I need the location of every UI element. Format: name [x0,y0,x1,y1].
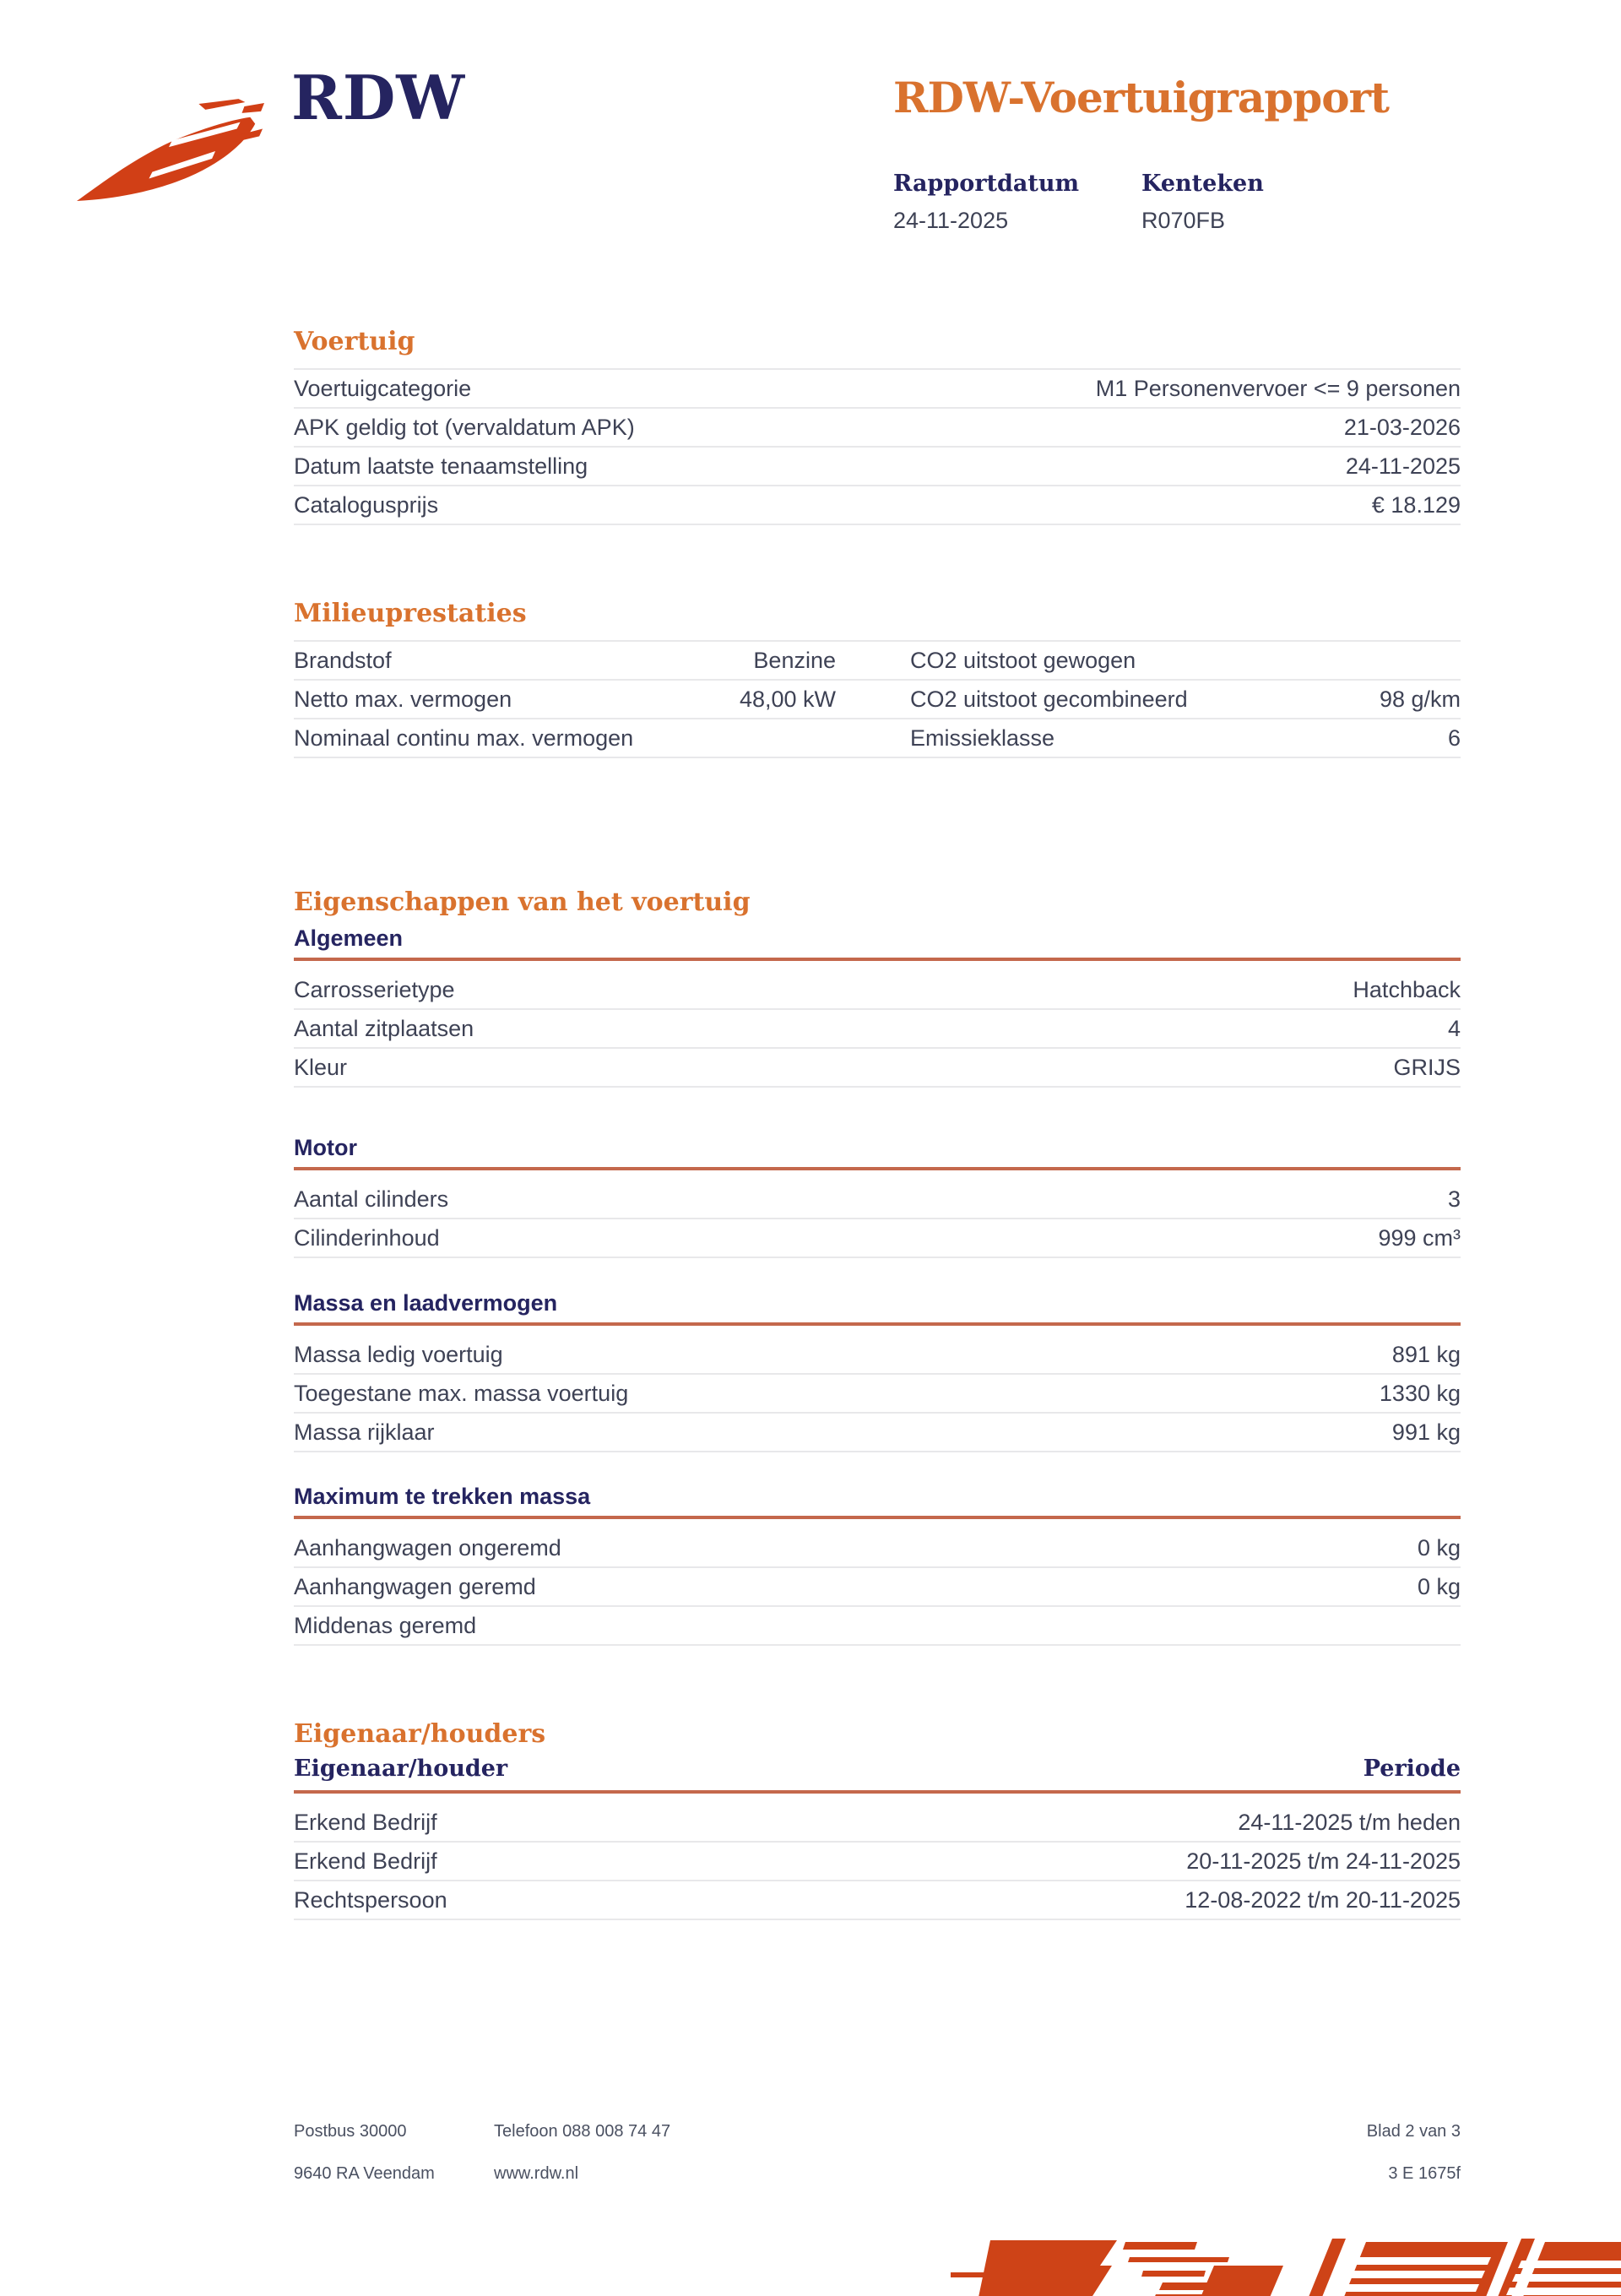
row-label-right: CO2 uitstoot gecombineerd [910,687,1188,712]
rdw-flag-graphic-icon [951,2223,1621,2296]
subsection-algemeen [294,925,1461,1088]
row-label: Cilinderinhoud [294,1225,440,1251]
table-row [294,409,1461,448]
row-label: Aanhangwagen ongeremd [294,1535,561,1561]
report-date-label: Rapportdatum [893,171,1080,197]
row-value-left: 48,00 kW [739,687,836,712]
row-value: M1 Personenvervoer <= 9 personen [1095,376,1461,401]
owner-period: 24-11-2025 t/m heden [1238,1810,1461,1835]
row-value: 999 cm³ [1378,1225,1461,1251]
row-label-left: Netto max. vermogen [294,687,512,712]
table-row [294,1049,1461,1088]
rdw-feather-logo-icon [74,98,265,208]
row-label-right: Emissieklasse [910,725,1055,751]
column-gap [836,648,910,674]
owner-period: 12-08-2022 t/m 20-11-2025 [1185,1887,1461,1913]
row-label: Middenas geremd [294,1613,477,1638]
row-label: Datum laatste tenaamstelling [294,453,588,479]
row-value: 24-11-2025 [1345,453,1461,479]
subsection-title-motor: Motor [294,1135,357,1160]
footer-line-1 [294,2121,1461,2141]
row-value: 1330 kg [1379,1381,1461,1406]
row-label: Carrosserietype [294,977,455,1002]
row-label: Voertuigcategorie [294,376,472,401]
footer-address-line2: 9640 RA Veendam [294,2164,435,2183]
orange-rule [294,958,1461,961]
milieu-table [294,640,1461,758]
table-row [294,1607,1461,1646]
table-row [294,1181,1461,1219]
motor-table [294,1181,1461,1258]
section-eigenschappen [294,888,1461,1646]
orange-rule [294,1167,1461,1170]
orange-rule [294,1516,1461,1519]
rdw-logo-text: RDW [291,62,466,133]
owner-type: Rechtspersoon [294,1887,447,1913]
row-value: 21-03-2026 [1343,415,1461,440]
owner-table-header [294,1756,1461,1790]
license-plate-value: R070FB [1141,208,1226,233]
table-row [294,642,1461,681]
page-footer [294,2121,1461,2184]
subsection-title-massa: Massa en laadvermogen [294,1290,558,1316]
footer-doc-code: 3 E 1675f [1388,2164,1461,2183]
table-row [294,1804,1461,1843]
row-value-right [1273,648,1461,674]
footer-website: www.rdw.nl [494,2164,579,2183]
period-column-header: Periode [1363,1756,1461,1782]
row-label-left: Brandstof [294,648,392,673]
footer-address-line1: Postbus 30000 [294,2122,407,2141]
report-content [294,0,1461,2184]
row-label: Kleur [294,1055,348,1080]
table-row [294,1529,1461,1568]
footer-phone: Telefoon 088 008 74 47 [494,2122,671,2141]
table-row [294,1568,1461,1607]
row-value: Hatchback [1353,977,1461,1002]
owner-period: 20-11-2025 t/m 24-11-2025 [1186,1848,1461,1874]
table-row [294,486,1461,525]
table-row [294,1375,1461,1414]
row-value-right: 98 g/km [1379,687,1461,712]
row-label: APK geldig tot (vervaldatum APK) [294,415,635,440]
footer-line-2 [294,2163,1461,2184]
row-value-right: 6 [1447,725,1461,751]
table-row [294,1881,1461,1920]
table-row [294,370,1461,409]
row-label: Aantal cilinders [294,1186,449,1212]
orange-rule [294,1322,1461,1326]
row-value: 0 kg [1417,1535,1461,1561]
section-title-eigenschappen: Eigenschappen van het voertuig [294,887,751,917]
algemeen-table [294,971,1461,1088]
table-row [294,719,1461,758]
row-value: € 18.129 [1371,492,1461,518]
massa-table [294,1336,1461,1452]
section-title-milieuprestaties: Milieuprestaties [294,599,527,628]
owner-type: Erkend Bedrijf [294,1848,437,1874]
section-eigenaar-houders [294,1720,1461,1920]
row-value: GRIJS [1393,1055,1461,1080]
table-row [294,971,1461,1010]
table-row [294,1414,1461,1452]
footer-page-indicator: Blad 2 van 3 [1366,2122,1461,2141]
subsection-massa-en-laadvermogen [294,1290,1461,1452]
license-plate-label: Kenteken [1141,171,1264,197]
column-gap [836,725,910,752]
column-gap [836,687,910,713]
subsection-motor [294,1135,1461,1258]
row-value: 991 kg [1391,1419,1461,1445]
row-label-right: CO2 uitstoot gewogen [910,648,1136,673]
orange-rule [294,1790,1461,1794]
row-value: 3 [1447,1186,1461,1212]
eigenaar-table [294,1804,1461,1920]
table-row [294,1336,1461,1375]
row-label: Catalogusprijs [294,492,439,518]
owner-column-header: Eigenaar/houder [294,1756,508,1782]
row-label: Massa ledig voertuig [294,1342,503,1367]
row-value: 4 [1447,1016,1461,1041]
report-date-value: 24-11-2025 [893,208,1009,233]
owner-type: Erkend Bedrijf [294,1810,437,1835]
page-title: RDW-Voertuigrapport [893,73,1390,122]
table-row [294,1843,1461,1881]
subsection-maximum-te-trekken-massa [294,1484,1461,1646]
section-title-voertuig: Voertuig [294,327,415,356]
section-title-eigenaar: Eigenaar/houders [294,1719,546,1749]
voertuig-table [294,368,1461,525]
table-row [294,1010,1461,1049]
section-voertuig [294,328,1461,525]
maximum-table [294,1529,1461,1646]
subsection-title-algemeen: Algemeen [294,925,404,951]
row-label: Massa rijklaar [294,1419,435,1445]
row-label-left: Nominaal continu max. vermogen [294,725,634,751]
row-value-left: Benzine [753,648,836,673]
section-milieuprestaties [294,600,1461,758]
row-label: Aanhangwagen geremd [294,1574,536,1599]
table-row [294,681,1461,719]
table-row [294,1219,1461,1258]
row-value: 891 kg [1391,1342,1461,1367]
subsection-title-maximum: Maximum te trekken massa [294,1484,591,1509]
row-value: 0 kg [1417,1574,1461,1599]
row-label: Toegestane max. massa voertuig [294,1381,629,1406]
row-label: Aantal zitplaatsen [294,1016,474,1041]
table-row [294,448,1461,486]
row-value-left [659,725,836,752]
